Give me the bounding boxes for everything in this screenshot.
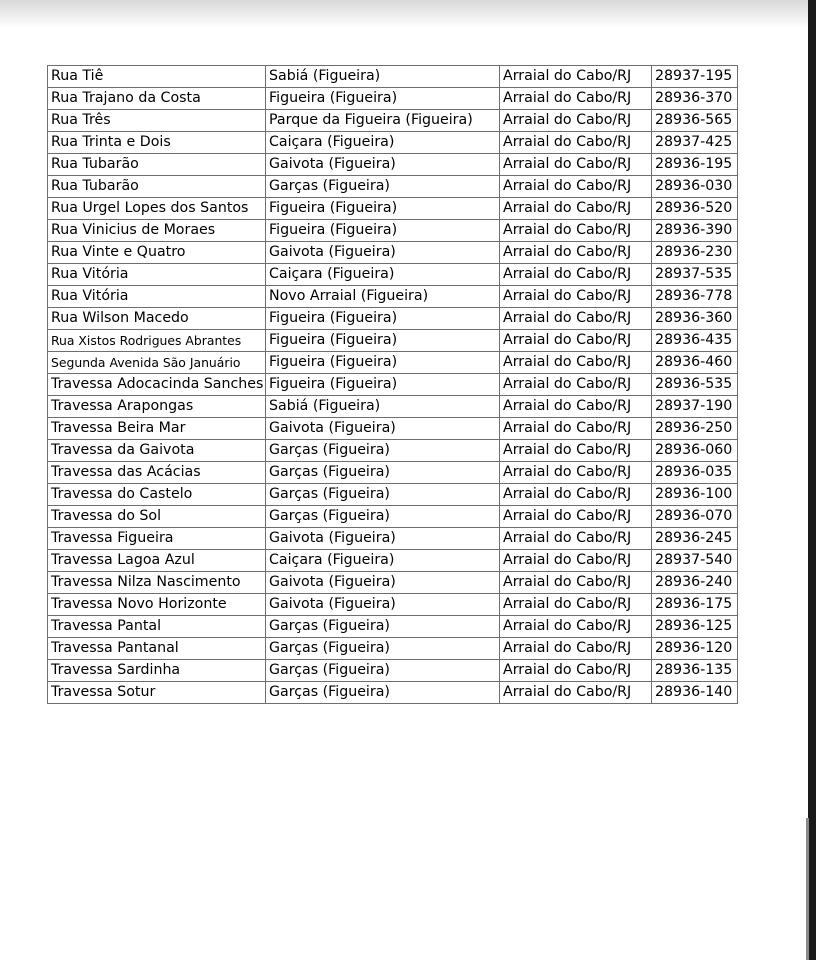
table-row xyxy=(48,374,738,396)
district-cell: Garças (Figueira) xyxy=(266,638,500,660)
cep-cell: 28936-250 xyxy=(652,418,738,440)
street-cell: Rua Trinta e Dois xyxy=(48,132,266,154)
street-cell: Travessa Nilza Nascimento xyxy=(48,572,266,594)
table-row xyxy=(48,132,738,154)
city-cell: Arraial do Cabo/RJ xyxy=(500,110,652,132)
table-row xyxy=(48,176,738,198)
city-cell: Arraial do Cabo/RJ xyxy=(500,638,652,660)
city-cell: Arraial do Cabo/RJ xyxy=(500,616,652,638)
street-cell: Rua Três xyxy=(48,110,266,132)
city-cell: Arraial do Cabo/RJ xyxy=(500,396,652,418)
street-cell: Rua Tubarão xyxy=(48,154,266,176)
table-row xyxy=(48,594,738,616)
street-cell: Rua Tubarão xyxy=(48,176,266,198)
cep-cell: 28936-360 xyxy=(652,308,738,330)
city-cell: Arraial do Cabo/RJ xyxy=(500,242,652,264)
district-cell: Gaivota (Figueira) xyxy=(266,418,500,440)
city-cell: Arraial do Cabo/RJ xyxy=(500,88,652,110)
table-row xyxy=(48,154,738,176)
street-cell: Travessa das Acácias xyxy=(48,462,266,484)
street-cell: Travessa do Castelo xyxy=(48,484,266,506)
district-cell: Garças (Figueira) xyxy=(266,506,500,528)
cep-cell: 28936-125 xyxy=(652,616,738,638)
city-cell: Arraial do Cabo/RJ xyxy=(500,132,652,154)
cep-cell: 28936-195 xyxy=(652,154,738,176)
table-row xyxy=(48,484,738,506)
street-cell: Rua Trajano da Costa xyxy=(48,88,266,110)
city-cell: Arraial do Cabo/RJ xyxy=(500,660,652,682)
street-cell: Segunda Avenida São Januário xyxy=(48,352,266,374)
cep-cell: 28937-425 xyxy=(652,132,738,154)
city-cell: Arraial do Cabo/RJ xyxy=(500,220,652,242)
city-cell: Arraial do Cabo/RJ xyxy=(500,374,652,396)
cep-cell: 28936-030 xyxy=(652,176,738,198)
table-row xyxy=(48,242,738,264)
cep-cell: 28937-535 xyxy=(652,264,738,286)
city-cell: Arraial do Cabo/RJ xyxy=(500,264,652,286)
city-cell: Arraial do Cabo/RJ xyxy=(500,66,652,88)
table-row xyxy=(48,264,738,286)
table-row xyxy=(48,198,738,220)
district-cell: Sabiá (Figueira) xyxy=(266,66,500,88)
city-cell: Arraial do Cabo/RJ xyxy=(500,528,652,550)
street-cell: Travessa Lagoa Azul xyxy=(48,550,266,572)
district-cell: Garças (Figueira) xyxy=(266,176,500,198)
street-cell: Rua Vitória xyxy=(48,264,266,286)
cep-cell: 28936-535 xyxy=(652,374,738,396)
table-row xyxy=(48,396,738,418)
street-cell: Rua Vinte e Quatro xyxy=(48,242,266,264)
cep-cell: 28936-565 xyxy=(652,110,738,132)
street-cell: Rua Tiê xyxy=(48,66,266,88)
district-cell: Garças (Figueira) xyxy=(266,682,500,704)
city-cell: Arraial do Cabo/RJ xyxy=(500,286,652,308)
table-row xyxy=(48,110,738,132)
district-cell: Parque da Figueira (Figueira) xyxy=(266,110,500,132)
city-cell: Arraial do Cabo/RJ xyxy=(500,594,652,616)
district-cell: Gaivota (Figueira) xyxy=(266,572,500,594)
district-cell: Caiçara (Figueira) xyxy=(266,264,500,286)
top-shadow xyxy=(0,0,816,28)
cep-cell: 28936-230 xyxy=(652,242,738,264)
city-cell: Arraial do Cabo/RJ xyxy=(500,418,652,440)
district-cell: Figueira (Figueira) xyxy=(266,330,500,352)
street-cell: Rua Xistos Rodrigues Abrantes xyxy=(48,330,266,352)
cep-cell: 28936-245 xyxy=(652,528,738,550)
district-cell: Figueira (Figueira) xyxy=(266,308,500,330)
district-cell: Garças (Figueira) xyxy=(266,484,500,506)
district-cell: Garças (Figueira) xyxy=(266,440,500,462)
table-row xyxy=(48,506,738,528)
street-cell: Travessa Beira Mar xyxy=(48,418,266,440)
street-cell: Travessa Novo Horizonte xyxy=(48,594,266,616)
district-cell: Figueira (Figueira) xyxy=(266,198,500,220)
city-cell: Arraial do Cabo/RJ xyxy=(500,198,652,220)
district-cell: Gaivota (Figueira) xyxy=(266,242,500,264)
scrollbar[interactable] xyxy=(806,818,809,960)
district-cell: Figueira (Figueira) xyxy=(266,352,500,374)
district-cell: Caiçara (Figueira) xyxy=(266,550,500,572)
street-cell: Travessa da Gaivota xyxy=(48,440,266,462)
table-row xyxy=(48,330,738,352)
cep-cell: 28937-190 xyxy=(652,396,738,418)
city-cell: Arraial do Cabo/RJ xyxy=(500,440,652,462)
cep-cell: 28936-175 xyxy=(652,594,738,616)
district-cell: Caiçara (Figueira) xyxy=(266,132,500,154)
table-row xyxy=(48,418,738,440)
district-cell: Figueira (Figueira) xyxy=(266,374,500,396)
table-row xyxy=(48,286,738,308)
table-row xyxy=(48,440,738,462)
cep-cell: 28936-060 xyxy=(652,440,738,462)
city-cell: Arraial do Cabo/RJ xyxy=(500,550,652,572)
table-row xyxy=(48,66,738,88)
street-cell: Travessa Pantal xyxy=(48,616,266,638)
cep-cell: 28936-460 xyxy=(652,352,738,374)
cep-cell: 28936-520 xyxy=(652,198,738,220)
cep-cell: 28936-435 xyxy=(652,330,738,352)
cep-cell: 28936-120 xyxy=(652,638,738,660)
street-cell: Travessa Sotur xyxy=(48,682,266,704)
cep-cell: 28936-135 xyxy=(652,660,738,682)
street-cell: Rua Urgel Lopes dos Santos xyxy=(48,198,266,220)
cep-cell: 28936-778 xyxy=(652,286,738,308)
cep-cell: 28936-100 xyxy=(652,484,738,506)
address-table-body xyxy=(48,66,738,704)
city-cell: Arraial do Cabo/RJ xyxy=(500,352,652,374)
street-cell: Rua Vinicius de Moraes xyxy=(48,220,266,242)
table-row xyxy=(48,528,738,550)
street-cell: Rua Wilson Macedo xyxy=(48,308,266,330)
street-cell: Travessa Figueira xyxy=(48,528,266,550)
district-cell: Novo Arraial (Figueira) xyxy=(266,286,500,308)
cep-cell: 28936-390 xyxy=(652,220,738,242)
district-cell: Figueira (Figueira) xyxy=(266,88,500,110)
table-row xyxy=(48,638,738,660)
cep-cell: 28936-370 xyxy=(652,88,738,110)
street-cell: Travessa do Sol xyxy=(48,506,266,528)
street-cell: Travessa Adocacinda Sanches xyxy=(48,374,266,396)
table-row xyxy=(48,550,738,572)
city-cell: Arraial do Cabo/RJ xyxy=(500,506,652,528)
cep-cell: 28937-195 xyxy=(652,66,738,88)
table-row xyxy=(48,682,738,704)
cep-cell: 28936-070 xyxy=(652,506,738,528)
district-cell: Figueira (Figueira) xyxy=(266,220,500,242)
cep-cell: 28937-540 xyxy=(652,550,738,572)
district-cell: Gaivota (Figueira) xyxy=(266,154,500,176)
address-table xyxy=(47,65,738,704)
table-row xyxy=(48,616,738,638)
table-row xyxy=(48,308,738,330)
district-cell: Garças (Figueira) xyxy=(266,660,500,682)
district-cell: Sabiá (Figueira) xyxy=(266,396,500,418)
city-cell: Arraial do Cabo/RJ xyxy=(500,154,652,176)
table-row xyxy=(48,660,738,682)
district-cell: Garças (Figueira) xyxy=(266,462,500,484)
street-cell: Travessa Sardinha xyxy=(48,660,266,682)
district-cell: Gaivota (Figueira) xyxy=(266,528,500,550)
city-cell: Arraial do Cabo/RJ xyxy=(500,462,652,484)
city-cell: Arraial do Cabo/RJ xyxy=(500,682,652,704)
cep-cell: 28936-140 xyxy=(652,682,738,704)
district-cell: Gaivota (Figueira) xyxy=(266,594,500,616)
street-cell: Travessa Arapongas xyxy=(48,396,266,418)
table-row xyxy=(48,88,738,110)
table-row xyxy=(48,572,738,594)
city-cell: Arraial do Cabo/RJ xyxy=(500,572,652,594)
street-cell: Travessa Pantanal xyxy=(48,638,266,660)
table-row xyxy=(48,352,738,374)
cep-cell: 28936-240 xyxy=(652,572,738,594)
table-row xyxy=(48,462,738,484)
district-cell: Garças (Figueira) xyxy=(266,616,500,638)
street-cell: Rua Vitória xyxy=(48,286,266,308)
city-cell: Arraial do Cabo/RJ xyxy=(500,308,652,330)
cep-cell: 28936-035 xyxy=(652,462,738,484)
city-cell: Arraial do Cabo/RJ xyxy=(500,330,652,352)
table-row xyxy=(48,220,738,242)
city-cell: Arraial do Cabo/RJ xyxy=(500,484,652,506)
right-edge xyxy=(808,0,816,960)
city-cell: Arraial do Cabo/RJ xyxy=(500,176,652,198)
